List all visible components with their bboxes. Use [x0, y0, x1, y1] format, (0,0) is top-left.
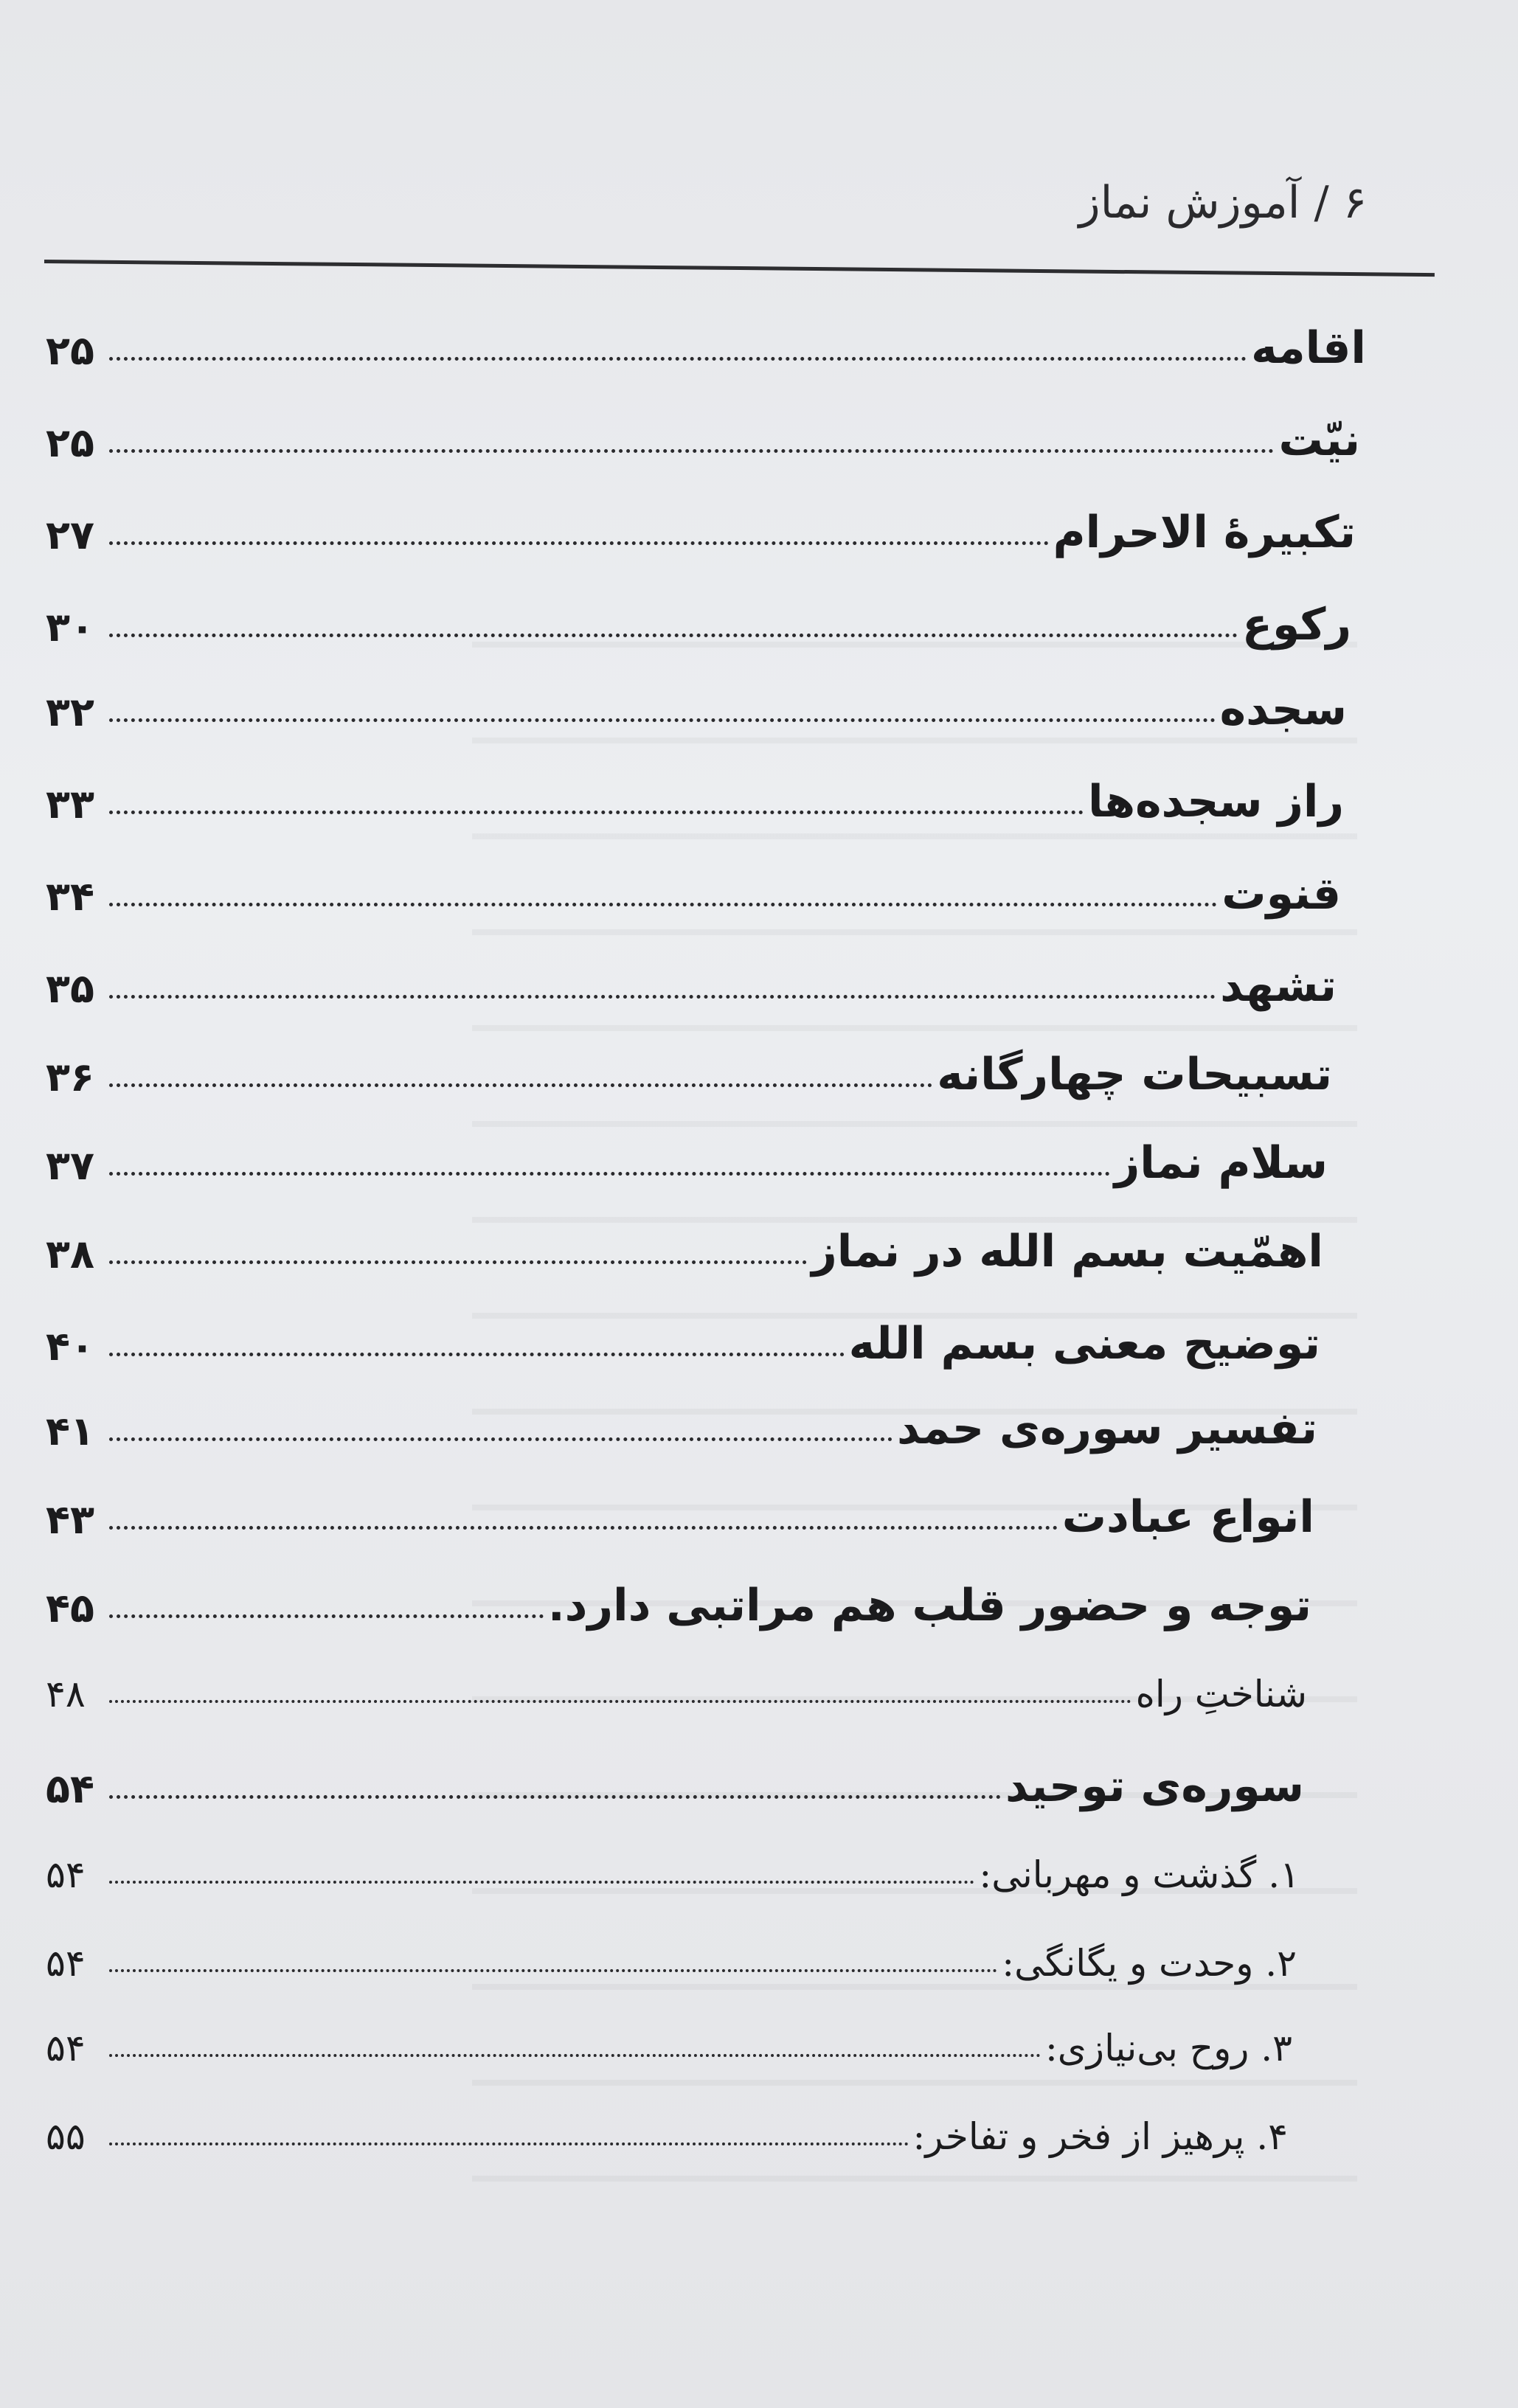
- dot-leader: [109, 1083, 932, 1087]
- dot-leader: [109, 1794, 1001, 1799]
- dot-leader: [109, 994, 1216, 999]
- dot-leader: [109, 1171, 1110, 1176]
- toc-entry-title: اقامه: [1251, 322, 1366, 374]
- toc-entry-page-number: ۲۵: [46, 327, 94, 374]
- running-header: ۶ / آموزش نماز: [1078, 177, 1367, 229]
- toc-entry-page-number: ۳۷: [46, 1142, 94, 1189]
- toc-entry: [46, 2091, 1288, 2157]
- dot-leader: [109, 718, 1216, 722]
- toc-entry-title: تسبیحات چهارگانه: [937, 1049, 1332, 1100]
- toc-entry-page-number: ۳۸: [46, 1230, 94, 1277]
- toc-entry: [46, 1302, 1320, 1368]
- toc-entry-page-number: ۳۲: [46, 688, 94, 735]
- dot-leader: [109, 902, 1217, 906]
- toc-entry-page-number: ۴۵: [46, 1584, 94, 1631]
- toc-entry-page-number: ۳۳: [46, 780, 94, 827]
- toc-entry-title: سوره‌ی توحید: [1005, 1760, 1304, 1812]
- toc-entry-page-number: ۲۵: [46, 419, 94, 466]
- dot-leader: [109, 810, 1084, 814]
- toc-entry: [46, 1121, 1328, 1187]
- toc-entry-page-number: ۳۶: [46, 1053, 94, 1100]
- dot-leader: [109, 448, 1274, 453]
- dot-leader: [109, 1260, 807, 1264]
- toc-entry-page-number: ۴۳: [46, 1496, 94, 1543]
- toc-entry: [46, 1210, 1323, 1276]
- toc-entry-page-number: ۳۵: [46, 965, 94, 1012]
- toc-entry: [46, 1648, 1307, 1715]
- toc-entry: [46, 1829, 1300, 1895]
- toc-entry-title: سلام نماز: [1114, 1137, 1328, 1189]
- dot-leader: [109, 1880, 974, 1884]
- toc-entry: [46, 667, 1347, 734]
- toc-entry: [46, 1033, 1332, 1099]
- toc-entry-title: قنوت: [1221, 868, 1341, 920]
- toc-entry: [46, 398, 1360, 465]
- dot-leader: [109, 1699, 1131, 1703]
- toc-entry-title: ۴. پرهیز از فخر و تفاخر:: [912, 2115, 1288, 2158]
- dot-leader: [109, 2142, 909, 2145]
- toc-entry-title: تشهد: [1220, 960, 1337, 1012]
- toc-entry: [46, 1564, 1311, 1630]
- toc-entry-page-number: ۵۴: [46, 1942, 86, 1985]
- toc-entry-page-number: ۳۰: [46, 603, 94, 650]
- toc-entry: [46, 1387, 1317, 1453]
- toc-entry: [46, 760, 1344, 826]
- toc-entry-page-number: ۵۴: [46, 1853, 86, 1896]
- toc-entry-title: سجده: [1219, 684, 1347, 735]
- toc-entry-page-number: ۳۴: [46, 872, 94, 920]
- toc-entry-title: رکوع: [1241, 599, 1351, 650]
- toc-entry-title: نیّت: [1278, 414, 1360, 466]
- toc-entry-page-number: ۲۷: [46, 511, 94, 558]
- toc-entry-page-number: ۵۴: [46, 1765, 94, 1812]
- toc-entry: [46, 852, 1341, 918]
- toc-entry: [46, 2002, 1292, 2069]
- toc-entry-title: تفسیر سوره‌ی حمد: [896, 1403, 1317, 1454]
- dot-leader: [109, 1968, 997, 1972]
- toc-entry: [46, 944, 1337, 1010]
- dot-leader: [109, 633, 1238, 637]
- toc-entry: [46, 1744, 1304, 1811]
- toc-entry: [46, 1475, 1314, 1541]
- toc-entry-page-number: ۴۰: [46, 1322, 94, 1370]
- toc-entry-page-number: ۴۸: [46, 1673, 86, 1715]
- toc-entry: [46, 1918, 1297, 1984]
- toc-entry-title: شناختِ راه: [1135, 1673, 1307, 1715]
- toc-entry: [46, 306, 1366, 372]
- toc-entry-title: تکبیرهٔ الاحرام: [1053, 507, 1356, 558]
- toc-entry-title: اهمّیت بسم الله در نماز: [811, 1226, 1323, 1277]
- dot-leader: [109, 2053, 1041, 2057]
- toc-entry-page-number: ۵۵: [46, 2115, 86, 2158]
- toc-entry-title: ۲. وحدت و یگانگی:: [1002, 1942, 1297, 1985]
- toc-entry-title: ۱. گذشت و مهربانی:: [979, 1853, 1300, 1896]
- toc-entry-title: انواع عبادت: [1061, 1491, 1314, 1543]
- toc-entry-title: توضیح معنی بسم الله: [848, 1318, 1320, 1370]
- toc-entry-title: راز سجده‌ها: [1088, 776, 1344, 827]
- toc-entry-title: توجه و حضور قلب هم مراتبی دارد.: [547, 1580, 1311, 1631]
- toc-entry: [46, 583, 1351, 649]
- toc-entry: [46, 490, 1356, 557]
- toc-entry-page-number: ۴۱: [46, 1407, 94, 1454]
- toc-entry-page-number: ۵۴: [46, 2027, 86, 2069]
- dot-leader: [109, 1525, 1058, 1530]
- dot-leader: [109, 1437, 893, 1441]
- dot-leader: [109, 1614, 544, 1618]
- dot-leader: [109, 541, 1049, 545]
- toc-entry-title: ۳. روح بی‌نیازی:: [1044, 2027, 1292, 2069]
- dot-leader: [109, 1352, 845, 1356]
- dot-leader: [109, 356, 1247, 361]
